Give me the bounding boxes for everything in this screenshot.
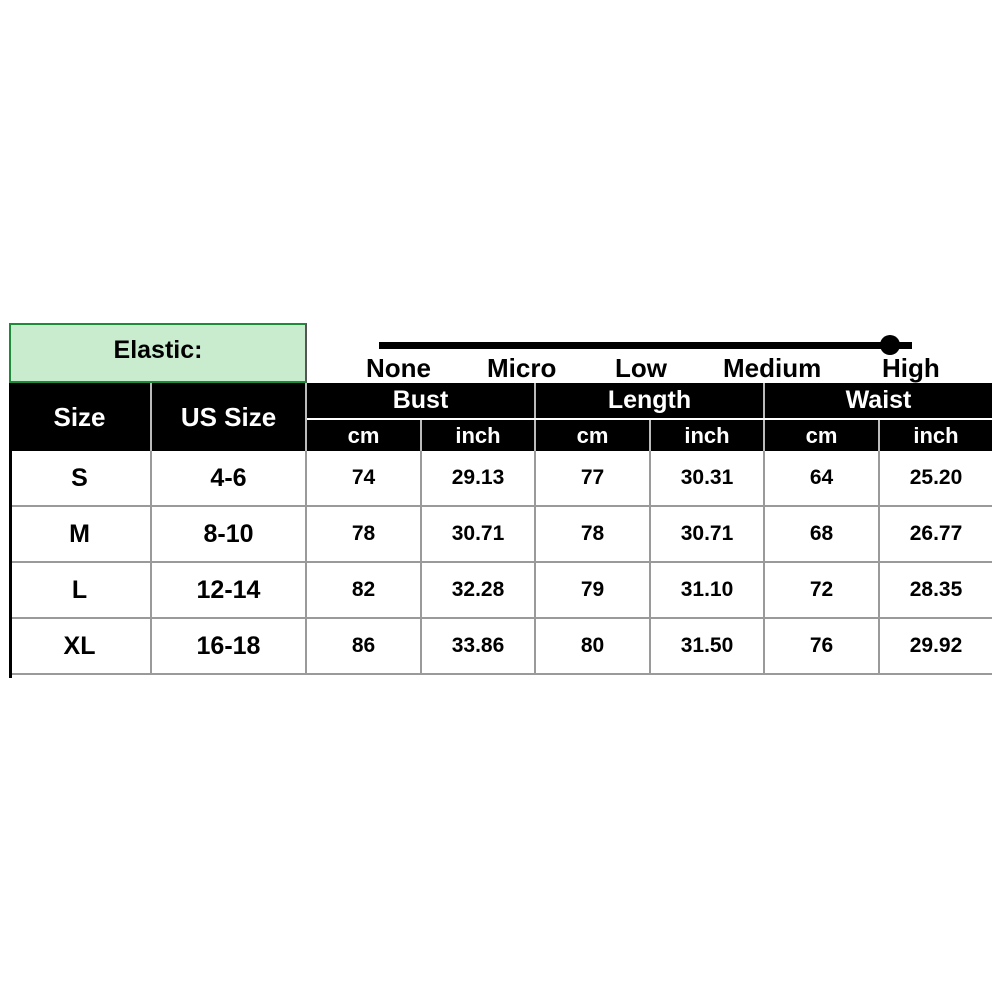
bust-inch-cell: 33.86 (422, 619, 536, 675)
us-size-cell: 8-10 (152, 507, 307, 563)
us-size-cell: 16-18 (152, 619, 307, 675)
table-row (9, 451, 992, 507)
bust-inch-cell: 32.28 (422, 563, 536, 619)
waist-inch-cell: 29.92 (880, 619, 992, 675)
bust-inch-cell: 29.13 (422, 451, 536, 507)
waist-inch-header: inch (880, 420, 992, 451)
us-size-cell: 12-14 (152, 563, 307, 619)
us-size-cell: 4-6 (152, 451, 307, 507)
waist-inch-cell: 25.20 (880, 451, 992, 507)
elastic-level-high: High (882, 353, 940, 383)
waist-cm-cell: 64 (765, 451, 880, 507)
length-cm-cell: 79 (536, 563, 651, 619)
length-cm-cell: 77 (536, 451, 651, 507)
elastic-level-none: None (366, 353, 431, 383)
elastic-label: Elastic: (9, 323, 307, 383)
size-cell: M (9, 507, 152, 563)
waist-inch-cell: 26.77 (880, 507, 992, 563)
length-inch-cell: 31.10 (651, 563, 765, 619)
bust-cm-cell: 74 (307, 451, 422, 507)
waist-cm-header: cm (765, 420, 880, 451)
waist-cm-cell: 68 (765, 507, 880, 563)
waist-cm-cell: 72 (765, 563, 880, 619)
us-size-header: US Size (152, 383, 307, 451)
elastic-level-micro: Micro (487, 353, 557, 383)
bust-cm-cell: 86 (307, 619, 422, 675)
length-inch-cell: 30.71 (651, 507, 765, 563)
table-row (9, 619, 992, 675)
table-left-border (9, 383, 12, 678)
table-row (9, 563, 992, 619)
bust-inch-header: inch (422, 420, 536, 451)
size-cell: S (9, 451, 152, 507)
elastic-scale-marker (880, 335, 900, 355)
elastic-scale (307, 323, 992, 383)
table-row (9, 507, 992, 563)
length-inch-header: inch (651, 420, 765, 451)
bust-cm-cell: 78 (307, 507, 422, 563)
bust-cm-header: cm (307, 420, 422, 451)
elastic-level-medium: Medium (723, 353, 822, 383)
length-cm-header: cm (536, 420, 651, 451)
size-cell: XL (9, 619, 152, 675)
length-inch-cell: 30.31 (651, 451, 765, 507)
bust-cm-cell: 82 (307, 563, 422, 619)
size-cell: L (9, 563, 152, 619)
size-chart (9, 323, 992, 678)
length-cm-cell: 80 (536, 619, 651, 675)
length-cm-cell: 78 (536, 507, 651, 563)
elastic-scale-bar (379, 342, 912, 349)
waist-header: Waist (765, 383, 992, 418)
bust-header: Bust (307, 383, 536, 418)
length-inch-cell: 31.50 (651, 619, 765, 675)
elastic-level-low: Low (615, 353, 667, 383)
waist-inch-cell: 28.35 (880, 563, 992, 619)
length-header: Length (536, 383, 765, 418)
bust-inch-cell: 30.71 (422, 507, 536, 563)
waist-cm-cell: 76 (765, 619, 880, 675)
size-header: Size (9, 383, 152, 451)
